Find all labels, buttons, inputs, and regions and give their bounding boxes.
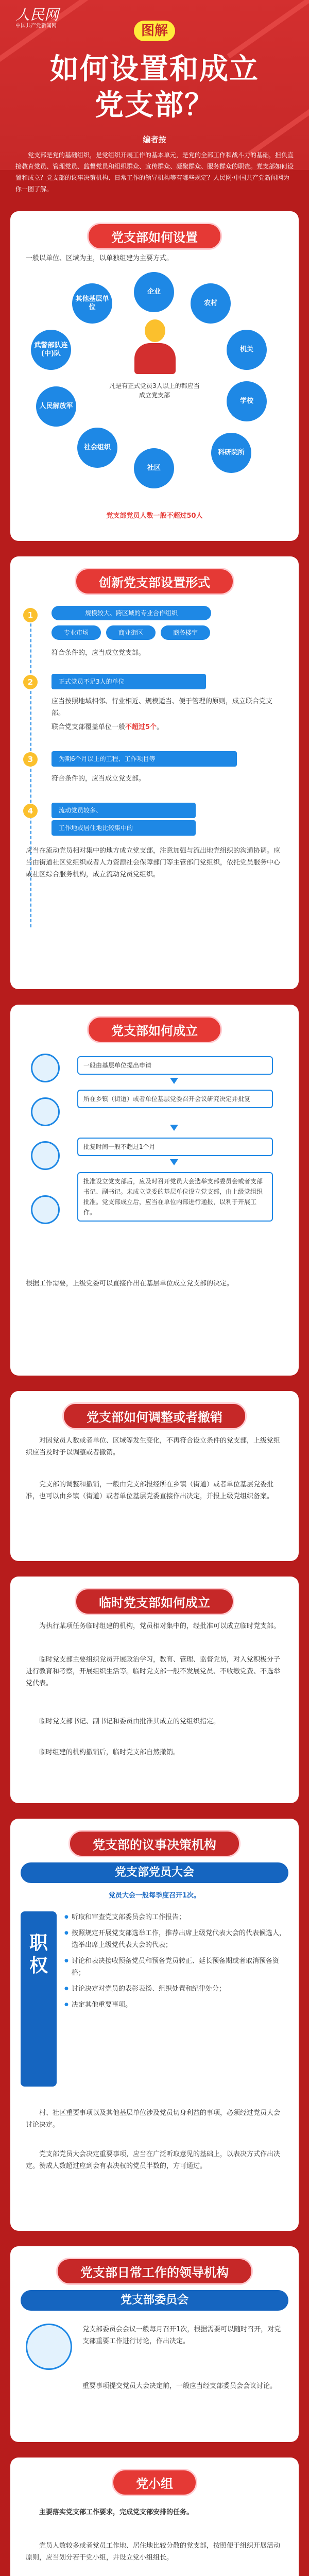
arrow-down-icon — [170, 1125, 178, 1131]
paragraph: 党支部委员会会议一般每月召开1次，根据需要可以随时召开，对党支部重要工作进行讨论，作出决定。 — [82, 2326, 281, 2345]
step-bar: 为期6个月以上的工程、工作项目等 — [52, 751, 237, 767]
meeting-frequency: 党员大会一般每季度召开1次。 — [108, 1892, 201, 1900]
unit-circle: 其他基层单位 — [72, 283, 112, 324]
step-number: 1 — [23, 608, 38, 622]
step-number: 2 — [23, 675, 38, 689]
page-title-line2: 党支部？ — [95, 89, 214, 122]
section-heading: 党支部如何设置 — [87, 223, 222, 250]
list-item: ● 听取和审查党支部委员会的工作报告； — [64, 1911, 286, 1923]
step-note: 联合党支部覆盖单位一般不超过5个。 — [52, 723, 164, 731]
section-heading: 创新党支部设置形式 — [75, 568, 234, 595]
section-innovation-card — [10, 556, 299, 989]
logo — [15, 7, 72, 29]
paragraph: 临时党支部书记、副书记和委员由批准其成立的党组织指定。 — [39, 1718, 220, 1725]
unit-circle: 学校 — [227, 381, 267, 421]
section-heading: 党支部如何调整或者撤销 — [62, 1402, 247, 1430]
powers-label: 职权 — [21, 1911, 57, 2087]
unit-circle: 社会组织 — [77, 428, 117, 468]
document-icon — [31, 1054, 60, 1082]
unit-circle: 企业 — [134, 272, 174, 312]
paragraph: 临时组建的机构撤销后，临时党支部自然撤销。 — [39, 1749, 180, 1756]
section-heading: 党支部如何成立 — [87, 1016, 222, 1043]
paragraph: 对因党员人数或者单位、区域等发生变化，不再符合设立条件的党支部，上级党组织应当及时予以调整或者撤销。 — [26, 1437, 281, 1456]
section-heading: 党支部的议事决策机构 — [68, 1830, 241, 1857]
step-chip: 商务楼宇 — [161, 625, 210, 640]
editor-note-label: 编者按 — [143, 135, 166, 144]
unit-circle: 农村 — [191, 283, 231, 324]
powers-list — [64, 1911, 286, 2015]
list-item: ● 讨论和表决接收预备党员和预备党员转正、延长预备期或者取消预备资格； — [64, 1955, 286, 1979]
paragraph: 主要落实党支部工作要求，完成党支部安排的任务。 — [39, 2509, 194, 2516]
committee-icon — [26, 2324, 72, 2370]
section-heading: 临时党支部如何成立 — [75, 1588, 234, 1615]
step-bar: 流动党员较多、 — [52, 803, 196, 818]
subsection-heading: 党支部党员大会 — [21, 1862, 288, 1883]
logo-sub: 中国共产党新闻网 — [15, 23, 57, 29]
step-chip: 专业市场 — [52, 625, 101, 640]
section-setup-card — [10, 211, 299, 541]
flow-step: 所在乡镇（街道）或者单位基层党委召开会议研究决定并批复 — [77, 1090, 273, 1108]
section-note: 根据工作需要，上级党委可以直接作出在基层单位成立党支部的决定。 — [26, 1280, 234, 1287]
step-text: 符合条件的，应当成立党支部。 — [52, 775, 146, 783]
paragraph: 党支部的调整和撤销，一般由党支部报经所在乡镇（街道）或者单位基层党委批准，也可以由乡镇（街道）或者单位基层党委直接作出决定，并报上级党组织备案。 — [26, 1481, 274, 1500]
clock-icon — [31, 1141, 60, 1170]
unit-circle: 武警部队连(中)队 — [31, 330, 71, 370]
section-establish-card — [10, 1005, 299, 1376]
subsection-heading: 党支部委员会 — [21, 2290, 288, 2311]
step-bar: 正式党员不足3人的单位 — [52, 674, 206, 689]
intro-text: 党支部是党的基础组织，是党组织开展工作的基本单元，是党的全部工作和战斗力的基础，担负直接教育党员、管理党员、监督党员和组织群众、宣传群众、凝聚群众、服务群众的职责。党支部如何设置和成立？党支部的议事决策机构、日常工作的领导机构等有哪些规定？人民网·中国共产党新闻网为你一图了解。 — [15, 151, 294, 193]
list-item: ● 决定其他重要事项。 — [64, 1999, 286, 2011]
unit-circle: 社区 — [134, 448, 174, 488]
step-bar: 工作地或居住地比较集中的 — [52, 820, 196, 836]
section-temporary-card — [10, 1577, 299, 1803]
section-committee-card — [10, 2246, 299, 2442]
section-lead: 一般以单位、区域为主，以单独组建为主要方式。 — [26, 255, 174, 262]
flow-step: 批复时间一般不超过1个月 — [77, 1138, 273, 1156]
paragraph: 党支部党员大会决定重要事项，应当在广泛听取意见的基础上，以表决方式作出决定。赞成人数超过应到会有表决权的党员半数的，方可通过。 — [26, 2150, 281, 2170]
flow-step: 批准设立党支部后，应及时召开党员大会选举支部委员会或者支部书记、副书记。未成立党委的基层单位设立党支部，由上级党组织批准。党支部成立后，应当在单位内部进行通报，以利于开展工作。 — [77, 1172, 273, 1222]
paragraph: 重要事项提交党员大会决定前，一般应当经支部委员会会议讨论。 — [82, 2382, 277, 2390]
section-adjust-card — [10, 1391, 299, 1561]
paragraph: 为执行某项任务临时组建的机构，党员相对集中的，经批准可以成立临时党支部。 — [39, 1622, 281, 1630]
step-chip: 商业街区 — [106, 625, 156, 640]
page-title-line1: 如何设置和成立 — [50, 53, 259, 86]
tag-badge: 图解 — [134, 21, 175, 41]
step-text: 应当按照地域相邻、行业相近、规模适当、便于管理的原则，成立联合党支部。 — [52, 698, 273, 717]
list-item: ● 讨论决定对党员的表彰表扬、组织处置和纪律处分； — [64, 1983, 286, 1995]
member-limit-note: 党支部党员人数一般不超过50人 — [106, 512, 203, 520]
center-note: 凡是有正式党员3人以上的都应当成立党支部 — [108, 381, 201, 400]
step-number: 4 — [23, 804, 38, 818]
arrow-down-icon — [170, 1078, 178, 1084]
unit-circle: 机关 — [227, 330, 267, 370]
paragraph: 临时党支部主要组织党员开展政治学习，教育、管理、监督党员，对入党积极分子进行教育和考察，开展组织生活等。临时党支部一般不发展党员、不收缴党费、不选举党代表。 — [26, 1656, 281, 1687]
step-text: 应当在流动党员相对集中的地方成立党支部，注意加强与流出地党组织的沟通协调。应当由街道社区党组织或者人力资源社会保障部门等主管部门党组织，依托党员服务中心或社区综合服务机构，成立流动党员党组织。 — [26, 847, 281, 878]
paragraph: 党员人数较多或者党员工作地、居住地比较分散的党支部，按照便于组织开展活动原则，应当划分若干党小组，并设立党小组组长。 — [26, 2542, 281, 2562]
logo-main: 人民网 — [15, 6, 59, 23]
vote-icon — [31, 1195, 60, 1224]
arrow-down-icon — [170, 1159, 178, 1165]
section-heading: 党支部日常工作的领导机构 — [56, 2258, 253, 2285]
unit-circle: 人民解放军 — [36, 386, 76, 427]
step-number: 3 — [23, 752, 38, 767]
paragraph: 村、社区重要事项以及其他基层单位涉及党员切身利益的事项，必须经过党员大会讨论决定。 — [26, 2109, 281, 2129]
flow-step: 一般由基层单位提出申请 — [77, 1056, 273, 1075]
meeting-icon — [31, 1097, 60, 1126]
list-item: ● 按照规定开展党支部选举工作，推荐出席上级党代表大会的代表候选人，选举出席上级党代表大会的代表； — [64, 1927, 286, 1951]
hero-banner — [0, 0, 309, 170]
person-icon — [132, 319, 178, 376]
step-chip: 规模较大、跨区域的专业合作组织 — [52, 606, 211, 620]
step-text: 符合条件的，应当成立党支部。 — [52, 649, 146, 657]
section-group-card — [10, 2458, 299, 2576]
section-decision-card — [10, 1819, 299, 2231]
unit-circle: 科研院所 — [211, 433, 251, 473]
section-heading: 党小组 — [112, 2469, 197, 2496]
